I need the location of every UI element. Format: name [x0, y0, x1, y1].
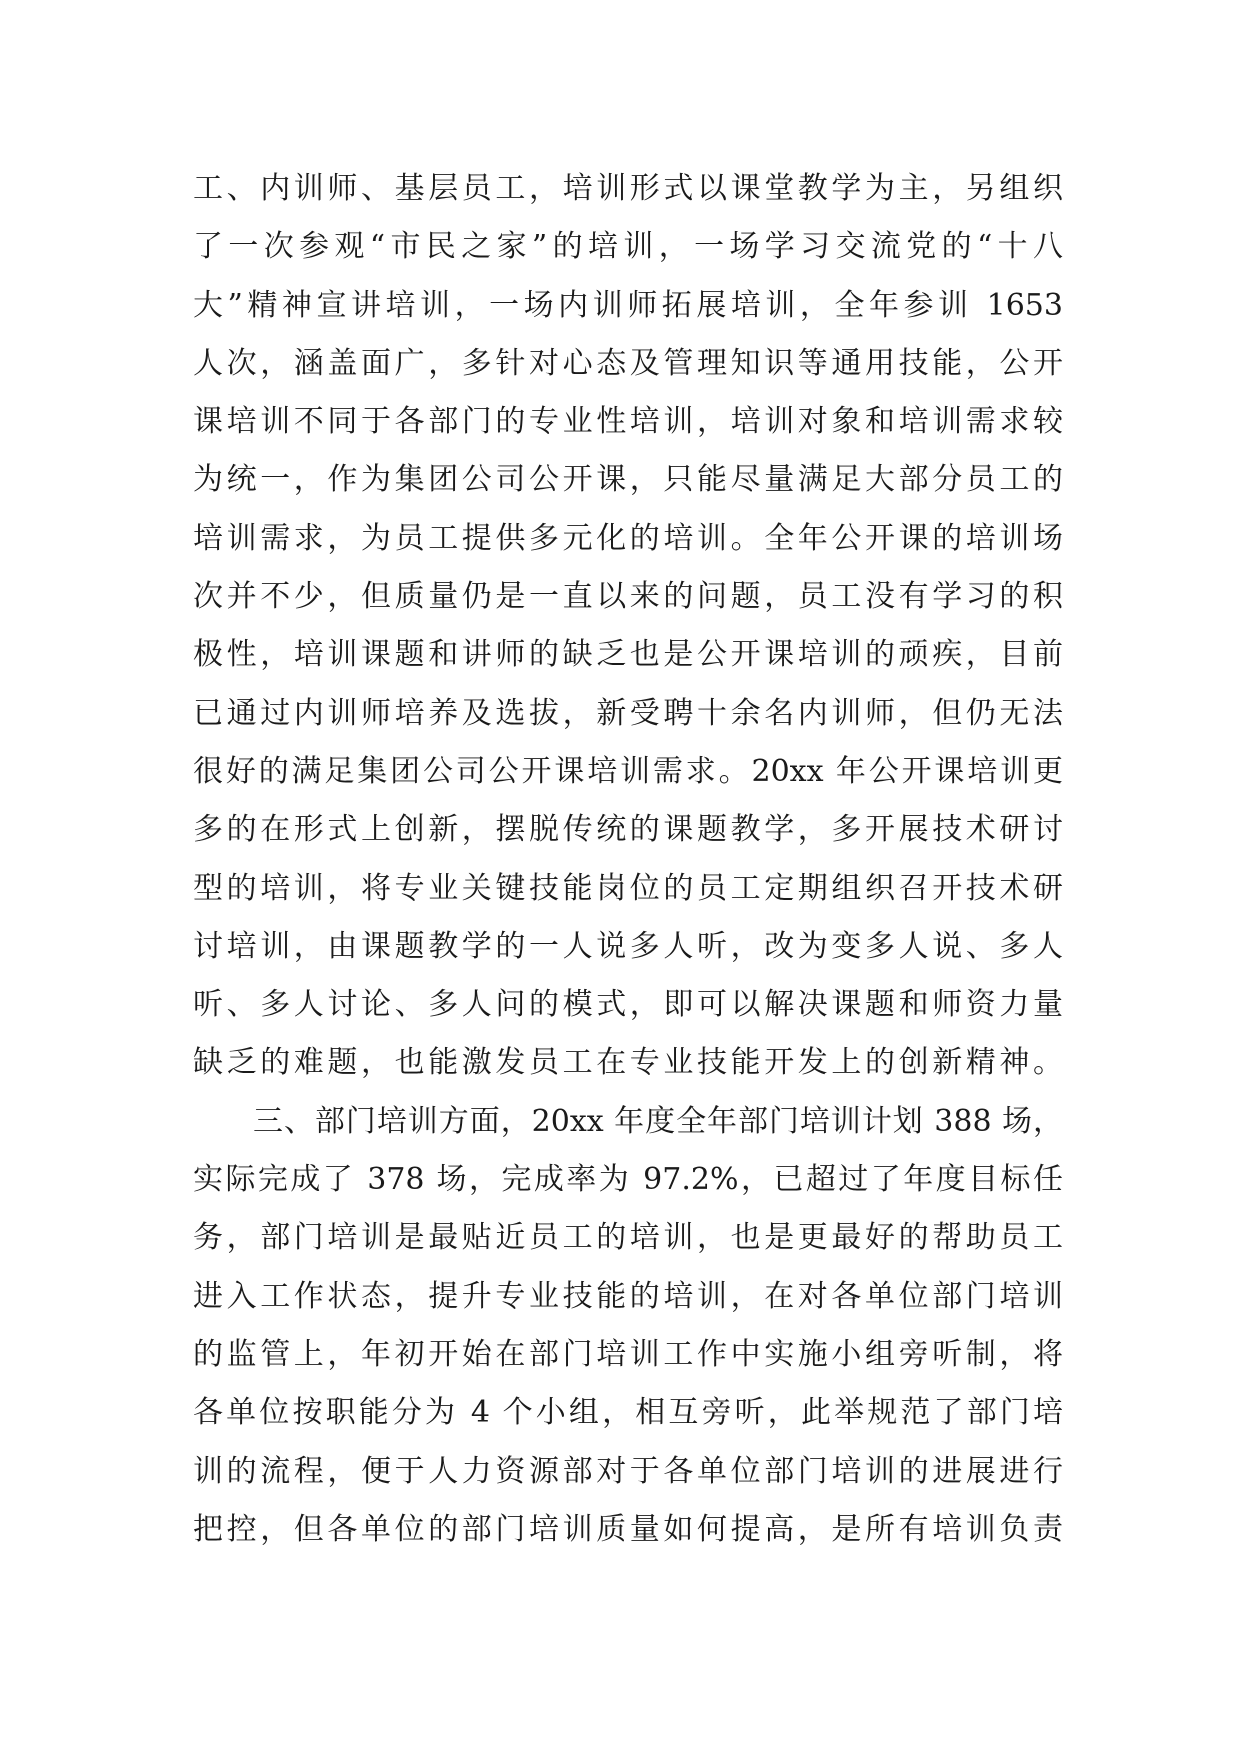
- text-line: 课培训不同于各部门的专业性培训，培训对象和培训需求较: [193, 404, 1063, 440]
- text-line: 大”精神宣讲培训，一场内训师拓展培训，全年参训 1653: [193, 287, 1063, 323]
- text-line: 了一次参观“市民之家”的培训，一场学习交流党的“十八: [193, 229, 1063, 265]
- text-line: 听、多人讨论、多人问的模式，即可以解决课题和师资力量: [193, 987, 1063, 1023]
- text-line: 进入工作状态，提升专业技能的培训，在对各单位部门培训: [193, 1278, 1063, 1314]
- text-line: 务，部门培训是最贴近员工的培训，也是更最好的帮助员工: [193, 1220, 1063, 1256]
- text-line: 次并不少，但质量仍是一直以来的问题，员工没有学习的积: [193, 579, 1063, 615]
- text-line: 已通过内训师培养及选拔，新受聘十余名内训师，但仍无法: [193, 695, 1063, 731]
- text-line: 培训需求，为员工提供多元化的培训。全年公开课的培训场: [193, 520, 1063, 556]
- text-line: 把控，但各单位的部门培训质量如何提高，是所有培训负责: [193, 1511, 1063, 1547]
- text-line: 型的培训，将专业关键技能岗位的员工定期组织召开技术研: [193, 870, 1063, 906]
- text-line: 人次，涵盖面广，多针对心态及管理知识等通用技能，公开: [193, 345, 1063, 381]
- paragraph-department-training: [193, 1093, 1063, 1559]
- text-line: 为统一，作为集团公司公开课，只能尽量满足大部分员工的: [193, 462, 1063, 498]
- paragraph-public-course: [193, 160, 1063, 1093]
- text-line: 多的在形式上创新，摆脱传统的课题教学，多开展技术研讨: [193, 812, 1063, 848]
- text-line: 实际完成了 378 场，完成率为 97.2%，已超过了年度目标任: [193, 1162, 1063, 1198]
- text-line: 各单位按职能分为 4 个小组，相互旁听，此举规范了部门培: [193, 1395, 1063, 1431]
- text-line: 的监管上，年初开始在部门培训工作中实施小组旁听制，将: [193, 1336, 1063, 1372]
- body-text: [193, 160, 1063, 1559]
- text-line: 工、内训师、基层员工，培训形式以课堂教学为主，另组织: [193, 171, 1063, 206]
- text-line: 很好的满足集团公司公开课培训需求。20xx 年公开课培训更: [193, 753, 1063, 789]
- text-line: 训的流程，便于人力资源部对于各单位部门培训的进展进行: [193, 1453, 1063, 1489]
- text-line: 极性，培训课题和讲师的缺乏也是公开课培训的顽疾，目前: [193, 637, 1063, 673]
- text-line: 三、部门培训方面，20xx 年度全年部门培训计划 388 场，: [253, 1103, 1063, 1139]
- text-line: 讨培训，由课题教学的一人说多人听，改为变多人说、多人: [193, 928, 1063, 964]
- text-line: 缺乏的难题，也能激发员工在专业技能开发上的创新精神。: [193, 1045, 1063, 1081]
